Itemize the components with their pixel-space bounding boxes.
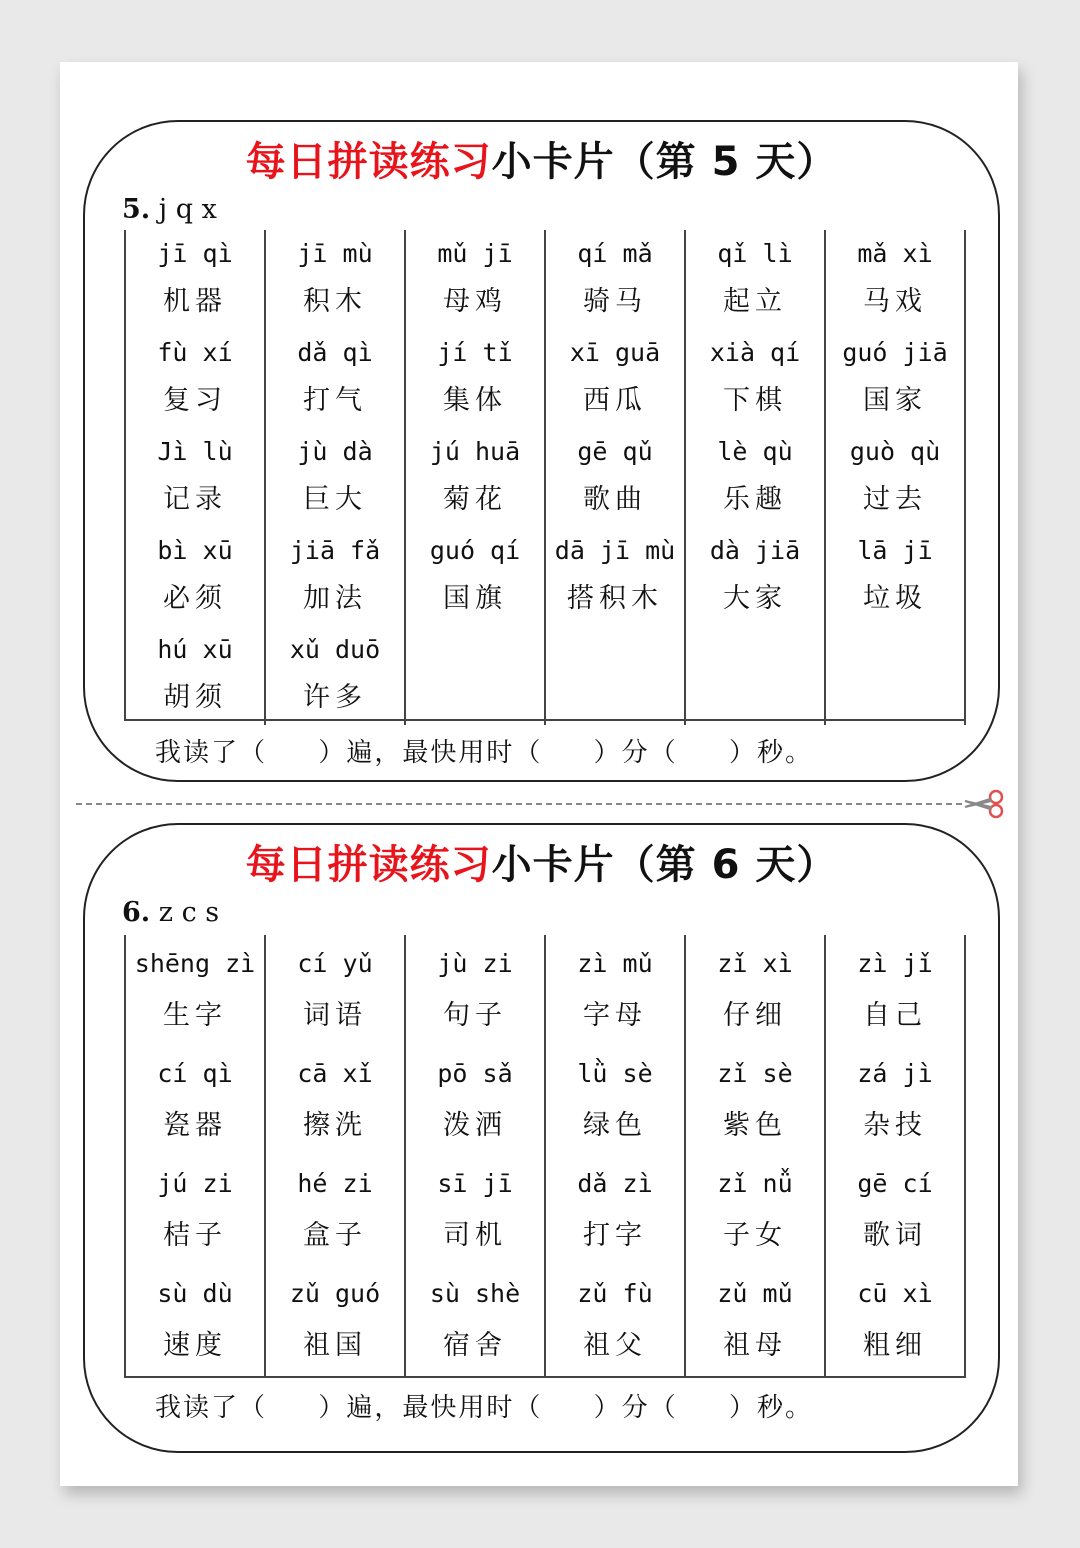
hanzi-text: 骑马 [583,286,647,317]
pinyin-text: xī guā [569,338,661,367]
word-column [686,230,826,725]
word-entry [406,1155,544,1265]
pinyin-text: dǎ qì [297,338,373,367]
pinyin-text: Jì lù [157,437,233,466]
section-label [122,897,219,928]
pinyin-text: zǔ fù [577,1279,653,1308]
hanzi-text: 母鸡 [443,286,507,317]
word-column [266,935,406,1376]
word-entry [826,935,964,1045]
word-entry [826,428,964,527]
word-entry [406,329,544,428]
word-column [546,230,686,725]
pinyin-text: xià qí [709,338,801,367]
word-entry [266,329,404,428]
hanzi-text: 仔细 [723,1000,787,1031]
hanzi-text: 司机 [443,1220,507,1251]
hanzi-text: 积木 [303,286,367,317]
word-entry [406,1265,544,1375]
hanzi-text: 歌曲 [583,484,647,515]
hanzi-text: 打字 [583,1220,647,1251]
pinyin-text: cí qì [157,1059,233,1088]
word-entry [686,1045,824,1155]
word-entry [546,1265,684,1375]
hanzi-text: 祖国 [303,1330,367,1361]
hanzi-text: 子女 [723,1220,787,1251]
card-title-close: ） [796,139,838,185]
pinyin-text: sù shè [429,1279,521,1308]
word-entry [686,1265,824,1375]
word-entry [266,1265,404,1375]
word-entry [126,1045,264,1155]
pinyin-text: qǐ lì [717,239,793,268]
word-entry [126,935,264,1045]
word-entry [126,1265,264,1375]
hanzi-text: 复习 [163,385,227,416]
word-entry [826,230,964,329]
practice-card-day-5 [83,120,1000,782]
hanzi-text: 祖母 [723,1330,787,1361]
pinyin-text: sī jī [437,1169,513,1198]
pinyin-text: zǔ guó [289,1279,381,1308]
pinyin-text: xǔ duō [289,635,381,664]
pinyin-text: dā jī mù [554,536,676,565]
word-entry [126,626,264,725]
pinyin-text: cí yǔ [297,949,373,978]
hanzi-text: 大家 [723,583,787,614]
pinyin-text: fù xí [157,338,233,367]
pinyin-text: mǔ jī [437,239,513,268]
pinyin-text: hé zi [297,1169,373,1198]
pinyin-text: guó qí [429,536,521,565]
hanzi-text: 国家 [863,385,927,416]
hanzi-text: 下棋 [723,385,787,416]
word-grid [124,935,966,1378]
hanzi-text: 打气 [303,385,367,416]
card-title-black: 小卡片（ [491,842,656,888]
pinyin-text: qí mǎ [577,239,653,268]
pinyin-text: cū xì [857,1279,933,1308]
hanzi-text: 泼洒 [443,1110,507,1141]
word-entry [266,626,404,725]
word-entry [686,1155,824,1265]
word-entry [406,428,544,527]
pinyin-text: zǐ sè [717,1059,793,1088]
word-entry [686,329,824,428]
pinyin-text: zì mǔ [577,949,653,978]
hanzi-text: 词语 [303,1000,367,1031]
word-entry [406,230,544,329]
hanzi-text: 马戏 [863,286,927,317]
word-entry [826,329,964,428]
hanzi-text: 记录 [163,484,227,515]
pinyin-text: lā jī [857,536,933,565]
pinyin-text: guò qù [849,437,941,466]
hanzi-text: 必须 [163,583,227,614]
pinyin-text: jī qì [157,239,233,268]
word-entry [826,1155,964,1265]
pinyin-text: jí tǐ [437,338,513,367]
word-entry [546,1155,684,1265]
word-entry [266,230,404,329]
word-column [266,230,406,725]
word-column [826,230,966,725]
hanzi-text: 搭积木 [567,583,663,614]
hanzi-text: 速度 [163,1330,227,1361]
hanzi-text: 句子 [443,1000,507,1031]
hanzi-text: 祖父 [583,1330,647,1361]
practice-card-day-6 [83,823,1000,1453]
word-column [126,230,266,725]
word-entry [546,935,684,1045]
word-entry [266,1155,404,1265]
word-entry [266,935,404,1045]
word-entry [686,935,824,1045]
pinyin-text: jù dà [297,437,373,466]
pinyin-text: zǐ xì [717,949,793,978]
pinyin-text: shēng zì [134,949,256,978]
card-title-red: 每日拼读练习 [245,842,492,888]
hanzi-text: 集体 [443,385,507,416]
word-column [126,935,266,1376]
pinyin-text: gē qǔ [577,437,653,466]
hanzi-text: 胡须 [163,682,227,713]
hanzi-text: 西瓜 [583,385,647,416]
word-entry [686,428,824,527]
card-title [85,130,998,187]
word-entry [826,1045,964,1155]
pinyin-text: lè qù [717,437,793,466]
word-entry [546,1045,684,1155]
word-entry [266,527,404,626]
word-entry [126,428,264,527]
pinyin-text: mǎ xì [857,239,933,268]
pinyin-text: zá jì [857,1059,933,1088]
word-entry [826,1265,964,1375]
hanzi-text: 粗细 [863,1330,927,1361]
section-number: 6. [122,897,151,928]
hanzi-text: 宿舍 [443,1330,507,1361]
word-column [826,935,966,1376]
pinyin-text: sù dù [157,1279,233,1308]
word-grid [124,230,966,721]
pinyin-text: gē cí [857,1169,933,1198]
hanzi-text: 乐趣 [723,484,787,515]
pinyin-text: jiā fǎ [289,536,381,565]
card-title-day: 第 5 天 [655,139,797,185]
scissors-icon [963,788,1007,820]
word-entry [406,1045,544,1155]
word-entry [266,428,404,527]
reading-record: 我读了（ ）遍，最快用时（ ）分（ ）秒。 [155,738,813,768]
pinyin-text: lǜ sè [577,1059,653,1088]
word-entry [546,428,684,527]
hanzi-text: 歌词 [863,1220,927,1251]
word-entry [126,230,264,329]
pinyin-text: zì jǐ [857,949,933,978]
word-column [406,230,546,725]
hanzi-text: 加法 [303,583,367,614]
pinyin-text: zǐ nǚ [717,1169,793,1198]
word-column [406,935,546,1376]
pinyin-text: dǎ zì [577,1169,653,1198]
word-entry [546,230,684,329]
pinyin-text: jú zi [157,1169,233,1198]
section-letters: j q x [150,194,217,225]
hanzi-text: 巨大 [303,484,367,515]
pinyin-text: guó jiā [842,338,948,367]
hanzi-text: 字母 [583,1000,647,1031]
hanzi-text: 国旗 [443,583,507,614]
hanzi-text: 自己 [863,1000,927,1031]
hanzi-text: 许多 [303,682,367,713]
section-number: 5. [122,194,151,225]
word-column [546,935,686,1376]
section-letters: z c s [150,897,220,928]
word-entry [126,527,264,626]
word-entry [266,1045,404,1155]
section-label [122,194,217,225]
word-entry [686,230,824,329]
hanzi-text: 盒子 [303,1220,367,1251]
card-title-red: 每日拼读练习 [245,139,492,185]
hanzi-text: 菊花 [443,484,507,515]
hanzi-text: 机器 [163,286,227,317]
pinyin-text: jī mù [297,239,373,268]
hanzi-text: 擦洗 [303,1110,367,1141]
word-entry [546,527,684,626]
cut-line [76,803,962,805]
pinyin-text: dà jiā [709,536,801,565]
word-column [686,935,826,1376]
pinyin-text: cā xǐ [297,1059,373,1088]
pinyin-text: bì xū [157,536,233,565]
hanzi-text: 桔子 [163,1220,227,1251]
hanzi-text: 杂技 [863,1110,927,1141]
word-entry [546,329,684,428]
hanzi-text: 瓷器 [163,1110,227,1141]
card-title [85,833,998,890]
pinyin-text: pō sǎ [437,1059,513,1088]
word-entry [826,527,964,626]
hanzi-text: 垃圾 [863,583,927,614]
word-entry [406,527,544,626]
word-entry [126,1155,264,1265]
pinyin-text: jú huā [429,437,521,466]
hanzi-text: 绿色 [583,1110,647,1141]
pinyin-text: jù zi [437,949,513,978]
word-entry [126,329,264,428]
pinyin-text: zǔ mǔ [717,1279,793,1308]
card-title-day: 第 6 天 [655,842,797,888]
word-entry [686,527,824,626]
word-entry [406,935,544,1045]
hanzi-text: 紫色 [723,1110,787,1141]
pinyin-text: hú xū [157,635,233,664]
hanzi-text: 生字 [163,1000,227,1031]
card-title-close: ） [796,842,838,888]
hanzi-text: 起立 [723,286,787,317]
card-title-black: 小卡片（ [491,139,656,185]
hanzi-text: 过去 [863,484,927,515]
reading-record: 我读了（ ）遍，最快用时（ ）分（ ）秒。 [155,1393,813,1423]
